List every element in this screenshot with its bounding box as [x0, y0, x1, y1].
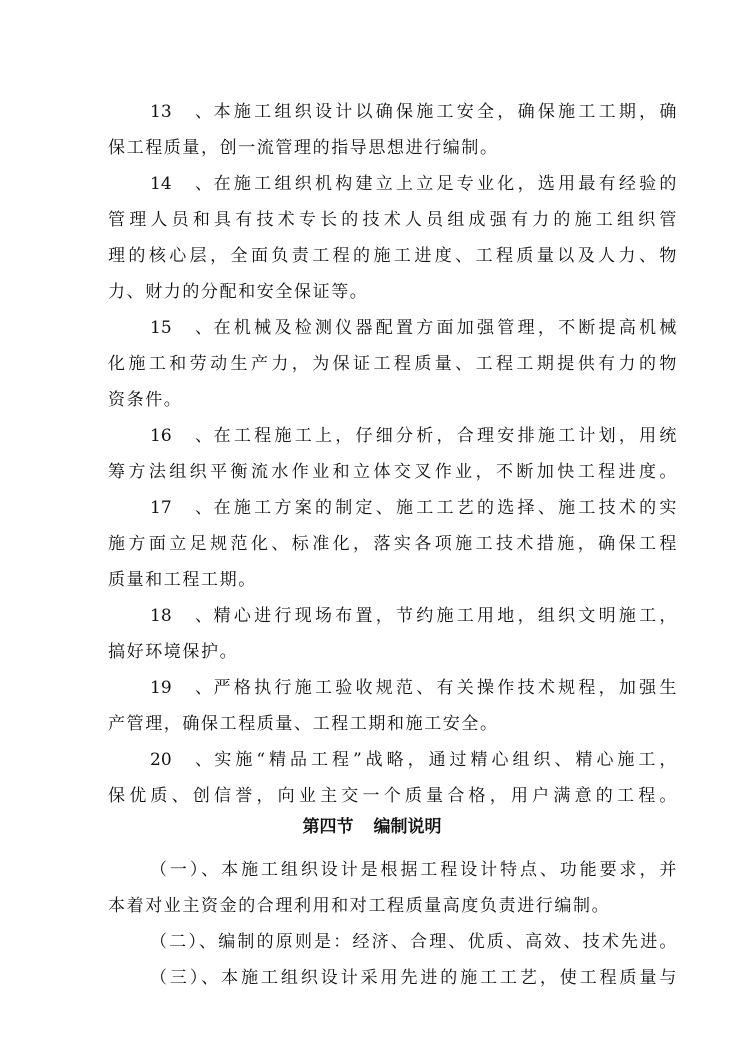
item-text-line: 精心进行现场布置，节约施工用地，组织文明施工， [212, 606, 678, 626]
item-text-line: 产管理，确保工程质量、工程工期和施工安全。 [108, 714, 499, 734]
section-number: 第四节 [302, 817, 354, 837]
note-text-line: （三）、本施工组织设计采用先进的施工工艺，使工程质量与 [150, 968, 678, 988]
item-text-line: 搞好环境保护。 [108, 642, 239, 662]
item-text-line: 本施工组织设计以确保施工安全，确保施工工期，确 [212, 102, 678, 122]
item-text-line: 质量和工程工期。 [108, 570, 257, 590]
item-text-line: 化施工和劳动生产力，为保证工程质量、工程工期提供有力的物 [108, 354, 678, 374]
note-text-line: 本着对业主资金的合理利用和对工程质量高度负责进行编制。 [108, 896, 611, 916]
item-text-line: 严格执行施工验收规范、有关操作技术规程，加强生 [212, 678, 678, 698]
item-text-line: 保工程质量，创一流管理的指导思想进行编制。 [108, 138, 499, 158]
item-number: 20、 [150, 750, 212, 770]
note-text-line: （二）、编制的原则是：经济、合理、优质、高效、技术先进。 [150, 932, 678, 952]
item-text-line: 实施“精品工程”战略，通过精心组织、精心施工， [212, 750, 678, 770]
item-text-line: 理的核心层，全面负责工程的施工进度、工程质量以及人力、物 [108, 246, 678, 266]
section-title: 编制说明 [373, 817, 442, 837]
item-text-line: 在施工组织机构建立上立足专业化，选用最有经验的 [212, 174, 678, 194]
item-text-line: 管理人员和具有技术专长的技术人员组成强有力的施工组织管 [108, 210, 678, 230]
item-number: 15、 [150, 318, 212, 338]
item-text-line: 在机械及检测仪器配置方面加强管理，不断提高机械 [212, 318, 678, 338]
item-text-line: 筹方法组织平衡流水作业和立体交叉作业，不断加快工程进度。 [108, 462, 678, 482]
item-text-line: 在工程施工上，仔细分析，合理安排施工计划，用统 [212, 426, 678, 446]
item-number: 18、 [150, 606, 212, 626]
item-number: 14、 [150, 174, 212, 194]
item-number: 19、 [150, 678, 212, 698]
item-text-line: 保优质、创信誉，向业主交一个质量合格，用户满意的工程。 [108, 786, 678, 806]
note-text-line: （一）、本施工组织设计是根据工程设计特点、功能要求，并 [150, 860, 678, 880]
item-text-line: 力、财力的分配和安全保证等。 [108, 282, 369, 302]
section-heading [0, 812, 744, 842]
item-number: 13、 [150, 102, 212, 122]
item-number: 17、 [150, 498, 212, 518]
item-number: 16、 [150, 426, 212, 446]
item-text-line: 资条件。 [108, 390, 183, 410]
item-text-line: 施方面立足规范化、标准化，落实各项施工技术措施，确保工程 [108, 534, 678, 554]
item-text-line: 在施工方案的制定、施工工艺的选择、施工技术的实 [212, 498, 678, 518]
